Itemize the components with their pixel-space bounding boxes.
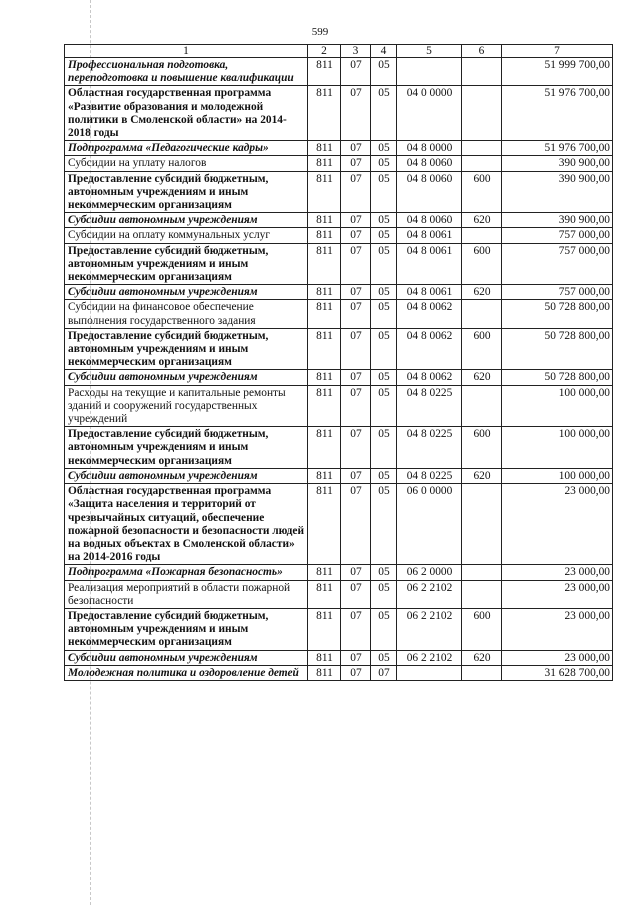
column-header: 2 (308, 45, 341, 58)
amount: 23 000,00 (502, 650, 613, 665)
section-code: 07 (341, 328, 371, 370)
admin-code: 811 (308, 427, 341, 469)
expense-type-code (462, 141, 502, 156)
expense-type-code (462, 156, 502, 171)
item-name: Субсидии автономным учреждениям (65, 370, 308, 385)
section-code: 07 (341, 665, 371, 680)
expense-type-code: 600 (462, 243, 502, 285)
section-code: 07 (341, 468, 371, 483)
expense-type-code: 620 (462, 213, 502, 228)
amount: 51 999 700,00 (502, 58, 613, 86)
subsection-code: 05 (371, 86, 397, 141)
subsection-code: 05 (371, 171, 397, 213)
subsection-code: 05 (371, 468, 397, 483)
target-article-code: 04 8 0061 (397, 228, 462, 243)
amount: 51 976 700,00 (502, 86, 613, 141)
table-row (65, 243, 613, 285)
admin-code: 811 (308, 370, 341, 385)
table-row (65, 328, 613, 370)
target-article-code: 04 8 0000 (397, 141, 462, 156)
table-row (65, 427, 613, 469)
item-name: Субсидии автономным учреждениям (65, 468, 308, 483)
section-code: 07 (341, 427, 371, 469)
amount: 757 000,00 (502, 243, 613, 285)
target-article-code: 04 8 0061 (397, 285, 462, 300)
admin-code: 811 (308, 228, 341, 243)
amount: 23 000,00 (502, 580, 613, 608)
target-article-code: 04 8 0062 (397, 300, 462, 328)
section-code: 07 (341, 580, 371, 608)
expense-type-code (462, 86, 502, 141)
subsection-code: 05 (371, 565, 397, 580)
target-article-code: 04 8 0061 (397, 243, 462, 285)
table-row (65, 608, 613, 650)
table-row (65, 650, 613, 665)
amount: 23 000,00 (502, 484, 613, 565)
admin-code: 811 (308, 608, 341, 650)
section-code: 07 (341, 156, 371, 171)
expense-type-code (462, 484, 502, 565)
expense-type-code (462, 228, 502, 243)
expense-type-code (462, 58, 502, 86)
amount: 757 000,00 (502, 285, 613, 300)
table-row (65, 156, 613, 171)
amount: 390 900,00 (502, 213, 613, 228)
admin-code: 811 (308, 328, 341, 370)
item-name: Субсидии на уплату налогов (65, 156, 308, 171)
admin-code: 811 (308, 665, 341, 680)
amount: 390 900,00 (502, 171, 613, 213)
admin-code: 811 (308, 213, 341, 228)
table-row (65, 580, 613, 608)
column-header: 3 (341, 45, 371, 58)
target-article-code: 04 0 0000 (397, 86, 462, 141)
amount: 50 728 800,00 (502, 300, 613, 328)
section-code: 07 (341, 608, 371, 650)
subsection-code: 05 (371, 608, 397, 650)
admin-code: 811 (308, 565, 341, 580)
admin-code: 811 (308, 243, 341, 285)
admin-code: 811 (308, 171, 341, 213)
item-name: Предоставление субсидий бюджетным, автономным учреждениям и иным некоммерческим организациям (65, 328, 308, 370)
column-header: 6 (462, 45, 502, 58)
expense-type-code: 620 (462, 370, 502, 385)
item-name: Предоставление субсидий бюджетным, автономным учреждениям и иным некоммерческим организациям (65, 608, 308, 650)
amount: 390 900,00 (502, 156, 613, 171)
column-header: 7 (502, 45, 613, 58)
admin-code: 811 (308, 86, 341, 141)
amount: 51 976 700,00 (502, 141, 613, 156)
admin-code: 811 (308, 141, 341, 156)
amount: 23 000,00 (502, 565, 613, 580)
admin-code: 811 (308, 156, 341, 171)
item-name: Расходы на текущие и капитальные ремонты зданий и сооружений государственных учреждений (65, 385, 308, 427)
table-row (65, 300, 613, 328)
amount: 100 000,00 (502, 385, 613, 427)
section-code: 07 (341, 243, 371, 285)
amount: 757 000,00 (502, 228, 613, 243)
subsection-code: 05 (371, 580, 397, 608)
amount: 100 000,00 (502, 468, 613, 483)
subsection-code: 05 (371, 141, 397, 156)
amount: 100 000,00 (502, 427, 613, 469)
item-name: Реализация мероприятий в области пожарной безопасности (65, 580, 308, 608)
table-row (65, 468, 613, 483)
section-code: 07 (341, 484, 371, 565)
section-code: 07 (341, 171, 371, 213)
target-article-code: 04 8 0225 (397, 385, 462, 427)
target-article-code: 06 2 2102 (397, 580, 462, 608)
target-article-code: 06 2 2102 (397, 650, 462, 665)
admin-code: 811 (308, 285, 341, 300)
subsection-code: 05 (371, 243, 397, 285)
table-row (65, 171, 613, 213)
expense-type-code (462, 665, 502, 680)
expense-type-code: 620 (462, 285, 502, 300)
expense-type-code (462, 300, 502, 328)
expense-type-code: 600 (462, 328, 502, 370)
item-name: Предоставление субсидий бюджетным, автономным учреждениям и иным некоммерческим организациям (65, 243, 308, 285)
section-code: 07 (341, 228, 371, 243)
admin-code: 811 (308, 468, 341, 483)
item-name: Субсидии на оплату коммунальных услуг (65, 228, 308, 243)
subsection-code: 05 (371, 484, 397, 565)
column-number-row (65, 45, 613, 58)
subsection-code: 05 (371, 650, 397, 665)
item-name: Предоставление субсидий бюджетным, автономным учреждениям и иным некоммерческим организациям (65, 171, 308, 213)
table-row (65, 484, 613, 565)
item-name: Областная государственная программа «Развитие образования и молодежной политики в Смоленской области» на 2014-2018 годы (65, 86, 308, 141)
subsection-code: 05 (371, 385, 397, 427)
subsection-code: 05 (371, 156, 397, 171)
subsection-code: 05 (371, 285, 397, 300)
column-header: 1 (65, 45, 308, 58)
target-article-code (397, 665, 462, 680)
page-number: 599 (311, 26, 329, 38)
admin-code: 811 (308, 650, 341, 665)
section-code: 07 (341, 285, 371, 300)
table-row (65, 385, 613, 427)
section-code: 07 (341, 213, 371, 228)
section-code: 07 (341, 300, 371, 328)
amount: 50 728 800,00 (502, 328, 613, 370)
target-article-code: 04 8 0060 (397, 213, 462, 228)
subsection-code: 05 (371, 328, 397, 370)
section-code: 07 (341, 385, 371, 427)
target-article-code: 04 8 0062 (397, 370, 462, 385)
expense-type-code: 600 (462, 608, 502, 650)
amount: 50 728 800,00 (502, 370, 613, 385)
section-code: 07 (341, 58, 371, 86)
table-row (65, 86, 613, 141)
target-article-code: 04 8 0060 (397, 156, 462, 171)
section-code: 07 (341, 370, 371, 385)
item-name: Подпрограмма «Педагогические кадры» (65, 141, 308, 156)
item-name: Предоставление субсидий бюджетным, автономным учреждениям и иным некоммерческим организациям (65, 427, 308, 469)
target-article-code: 06 2 0000 (397, 565, 462, 580)
section-code: 07 (341, 650, 371, 665)
target-article-code: 04 8 0225 (397, 468, 462, 483)
admin-code: 811 (308, 580, 341, 608)
admin-code: 811 (308, 484, 341, 565)
item-name: Подпрограмма «Пожарная безопасность» (65, 565, 308, 580)
subsection-code: 07 (371, 665, 397, 680)
subsection-code: 05 (371, 213, 397, 228)
amount: 23 000,00 (502, 608, 613, 650)
expense-type-code: 600 (462, 171, 502, 213)
expense-type-code: 600 (462, 427, 502, 469)
target-article-code: 06 0 0000 (397, 484, 462, 565)
target-article-code: 06 2 2102 (397, 608, 462, 650)
expense-type-code: 620 (462, 468, 502, 483)
item-name: Субсидии автономным учреждениям (65, 285, 308, 300)
subsection-code: 05 (371, 427, 397, 469)
item-name: Субсидии автономным учреждениям (65, 650, 308, 665)
column-header: 5 (397, 45, 462, 58)
item-name: Профессиональная подготовка, переподготовка и повышение квалификации (65, 58, 308, 86)
table-row (65, 58, 613, 86)
item-name: Субсидии на финансовое обеспечение выполнения государственного задания (65, 300, 308, 328)
expense-type-code (462, 565, 502, 580)
budget-table (64, 44, 613, 681)
column-header: 4 (371, 45, 397, 58)
table-row (65, 213, 613, 228)
target-article-code (397, 58, 462, 86)
expense-type-code (462, 385, 502, 427)
admin-code: 811 (308, 58, 341, 86)
amount: 31 628 700,00 (502, 665, 613, 680)
item-name: Областная государственная программа «Защита населения и территорий от чрезвычайных ситуаций, обеспечение пожарной безопасности и безопасности людей на водных объектах в Смоленской области» на 2014-2016 годы (65, 484, 308, 565)
table-row (65, 565, 613, 580)
section-code: 07 (341, 565, 371, 580)
table-row (65, 285, 613, 300)
table-row (65, 370, 613, 385)
section-code: 07 (341, 86, 371, 141)
table-row (65, 228, 613, 243)
subsection-code: 05 (371, 58, 397, 86)
table-row (65, 665, 613, 680)
subsection-code: 05 (371, 228, 397, 243)
expense-type-code (462, 580, 502, 608)
subsection-code: 05 (371, 300, 397, 328)
section-code: 07 (341, 141, 371, 156)
admin-code: 811 (308, 385, 341, 427)
target-article-code: 04 8 0060 (397, 171, 462, 213)
item-name: Молодежная политика и оздоровление детей (65, 665, 308, 680)
table-row (65, 141, 613, 156)
admin-code: 811 (308, 300, 341, 328)
subsection-code: 05 (371, 370, 397, 385)
expense-type-code: 620 (462, 650, 502, 665)
target-article-code: 04 8 0225 (397, 427, 462, 469)
target-article-code: 04 8 0062 (397, 328, 462, 370)
budget-table-body (65, 45, 613, 681)
item-name: Субсидии автономным учреждениям (65, 213, 308, 228)
